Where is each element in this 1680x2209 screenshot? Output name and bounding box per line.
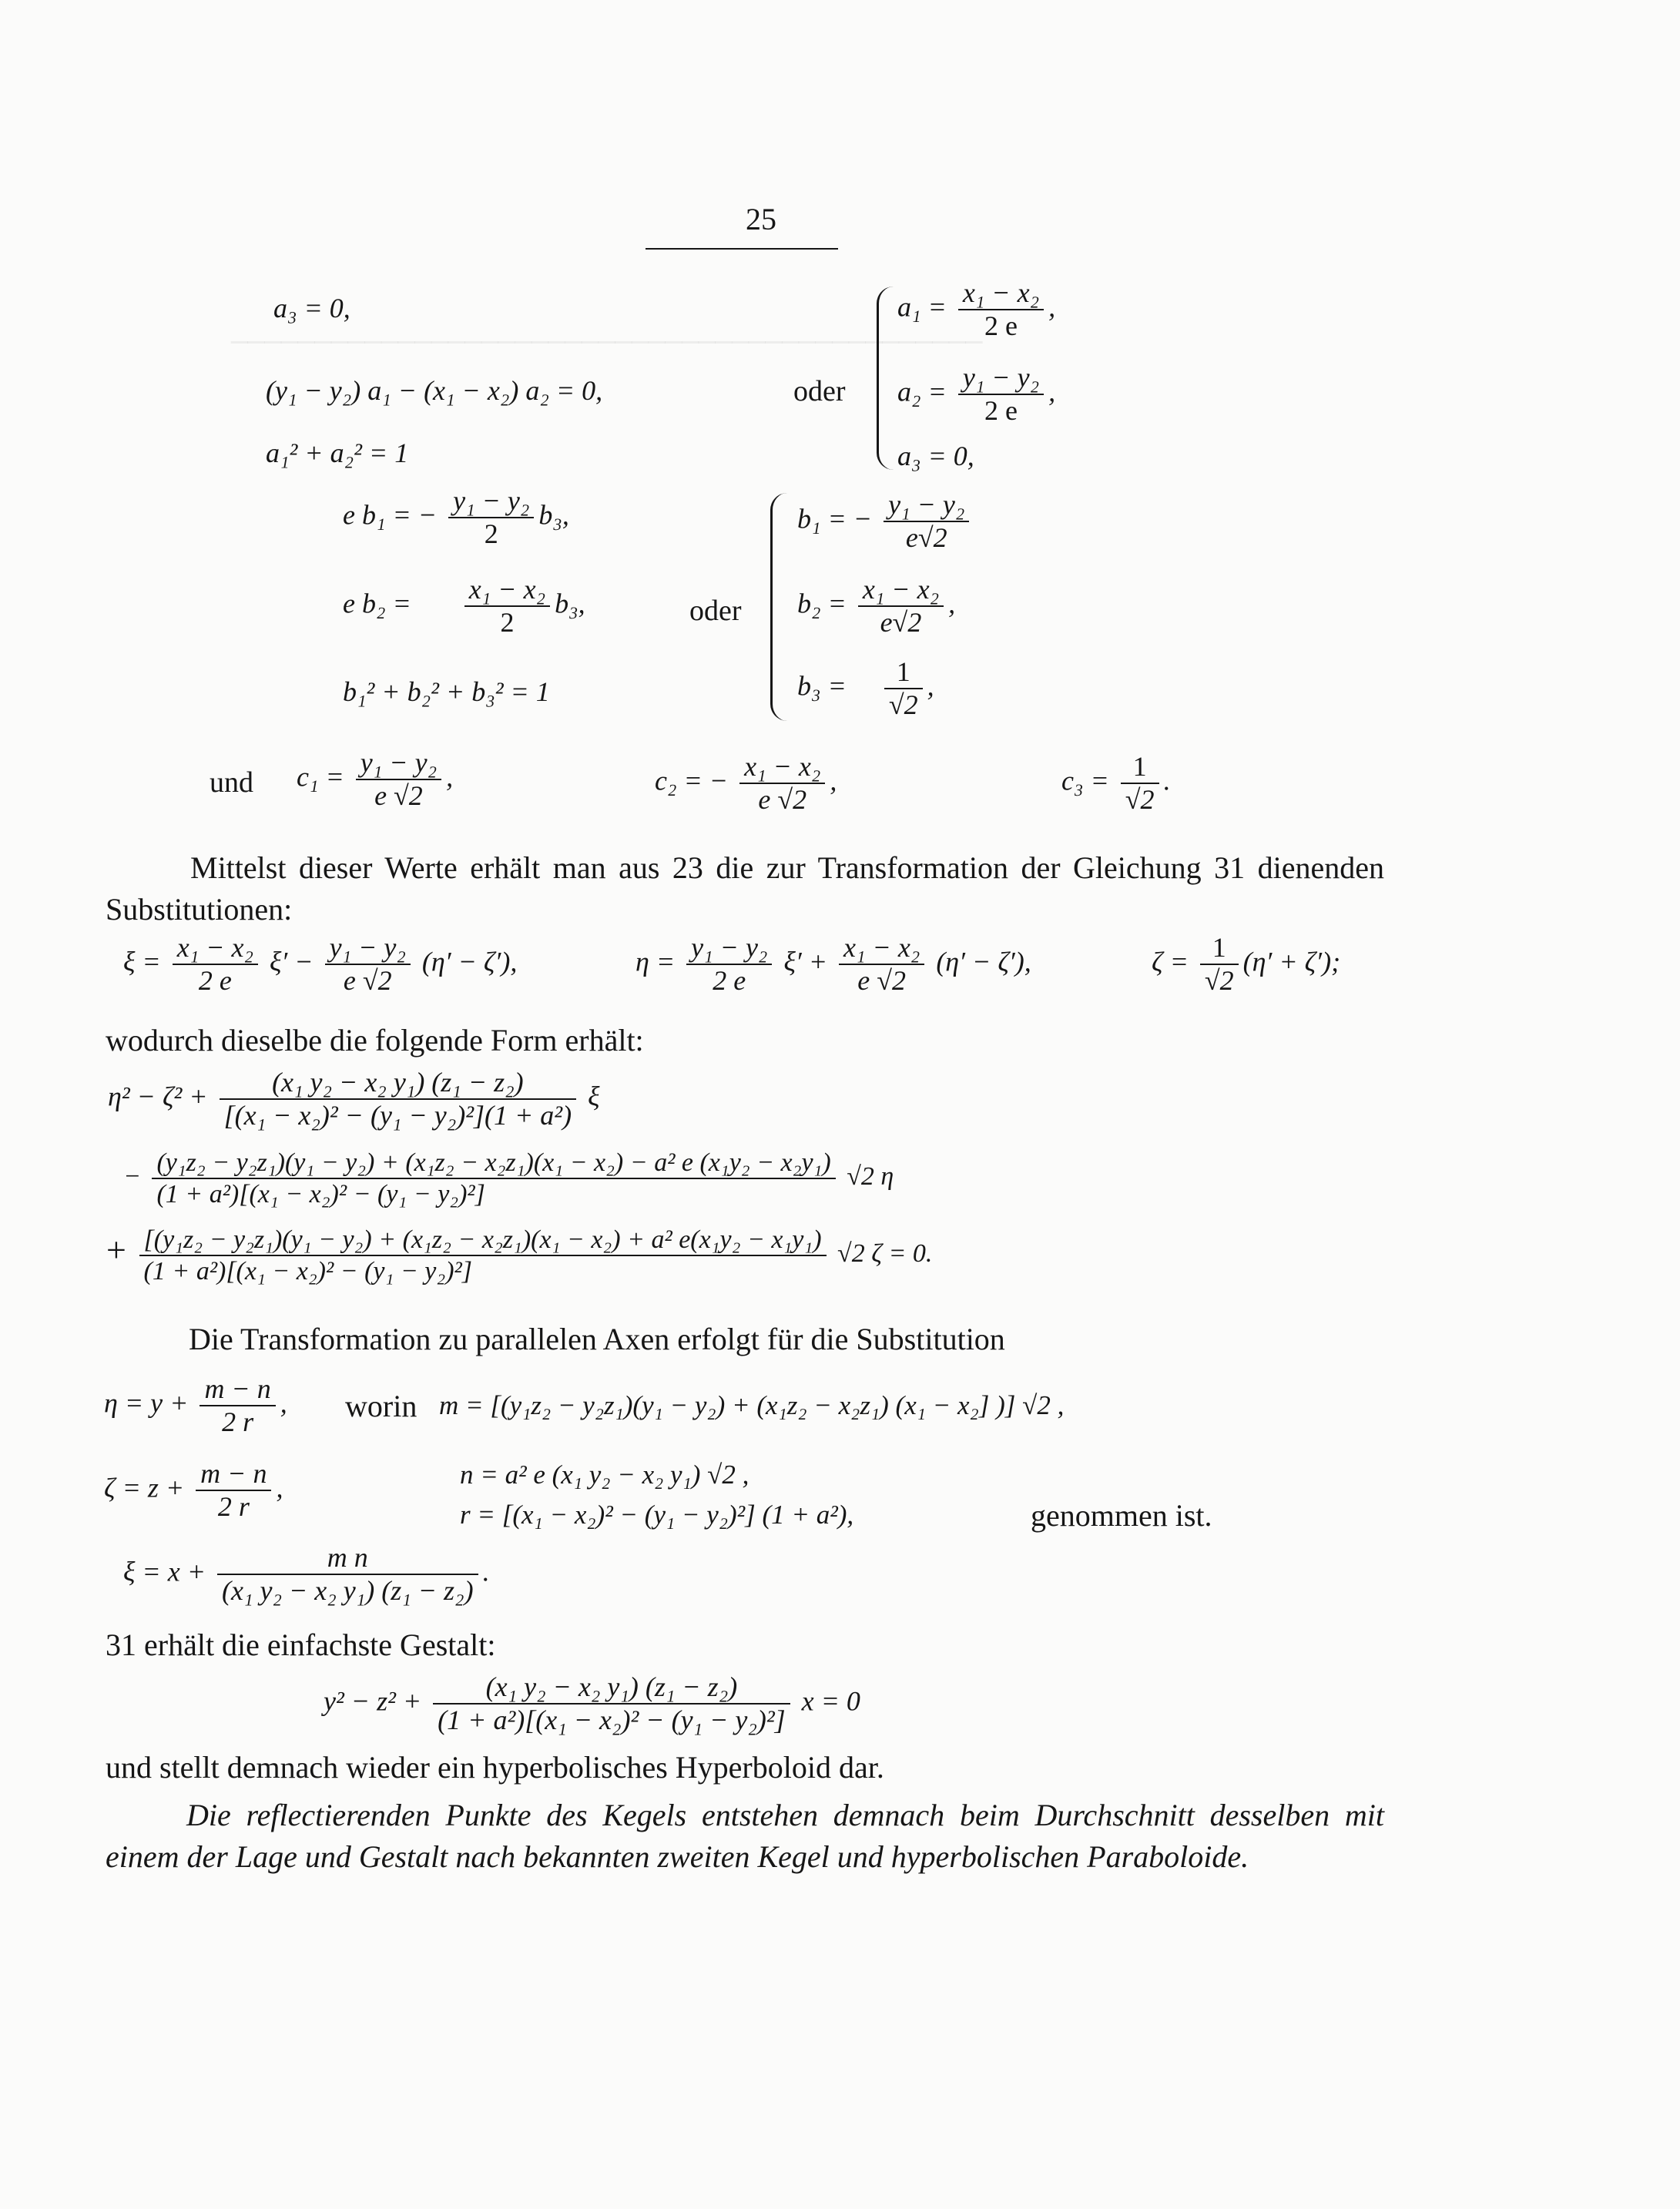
par-eta: η = y + $\frac{m - n}{2 r}$ ,	[104, 1373, 287, 1438]
eq-b-r3: b₃ = $\frac{1}{√2}$ ,	[797, 656, 934, 721]
subst-eta: η = $\frac{\text{y₁ − y₂}}{2 e}$ ξ′ + $\frac{\text{x₁ − x₂}}{e √2}$ (η′ − ζ′),	[635, 932, 1031, 997]
paragraph-3: Die Transformation zu parallelen Axen erfolgt für die Substitution	[189, 1322, 1005, 1356]
par-r-def: r = [(x₁ − x₂)² − (y₁ − y₂)²] (1 + a²),	[460, 1500, 854, 1530]
paragraph-6: Die reflectierenden Punkte des Kegels entstehen demnach beim Durchschnitt desselben mit einem der Lage und Gestalt nach bekannten zweiten Kegel und hyperbolischen Paraboloide.	[106, 1798, 1384, 1874]
final-equation: y² − z² + $\frac{\text{(x₁ y₂ − x₂ y₁) (z₁ − z₂)}}{\text{(1 + a²)[(x₁ − x₂)² − (y₁ − y₂)²]}}$ x = 0	[324, 1671, 860, 1736]
par-worin: worin	[345, 1389, 417, 1423]
par-m-def: m = [(y₁z₂ − y₂z₁)(y₁ − y₂) + (x₁z₂ − x₂z₁) (x₁ − x₂] )] √2 ,	[439, 1390, 1065, 1420]
brace-a	[877, 287, 894, 470]
subst-zeta: ζ = $\frac{1}{√2}$ (η′ + ζ′);	[1152, 932, 1341, 997]
form-line1: η² − ζ² + $\frac{\text{(x₁ y₂ − x₂ y₁) (z₁ − z₂)}}{\text{[(x₁ − x₂)² − (y₁ − y₂)²](1 + a²)}}$ ξ	[108, 1067, 600, 1131]
eq-a-r3: a₃ = 0,	[897, 441, 974, 471]
form-line2: − (y₁z₂ − y₂z₁)(y₁ − y₂) + (x₁z₂ − x₂z₁)(x₁ − x₂) − a² e (x₁y₂ − x₂y₁) (1 + a²)[(x₁ − x₂)² − (y₁ − y₂)²] √2 η	[123, 1148, 894, 1209]
eq-a-oder: oder	[793, 375, 846, 407]
eq-b-line1: e b₁ = − $\frac{\text{y₁ − y₂}}{2}$ b₃,	[343, 485, 569, 550]
eq-b-oder: oder	[689, 595, 742, 627]
eq-a-r2: a₂ = $\frac{\text{y₁ − y₂}}{2 e}$ ,	[897, 362, 1056, 427]
eq-c3: c₃ = $\frac{1}{√2}$ .	[1061, 751, 1171, 816]
page-number: 25	[746, 202, 776, 236]
paragraph-2: wodurch dieselbe die folgende Form erhält:	[106, 1023, 644, 1058]
paragraph-1: Mittelst dieser Werte erhält man aus 23 die zur Transformation der Gleichung 31 dienenden Substitutionen:	[106, 850, 1384, 927]
par-xi: ξ = x + $\frac{\text{m n}}{\text{(x₁ y₂ − x₂ y₁) (z₁ − z₂)}}$ .	[123, 1542, 490, 1607]
par-n-def: n = a² e (x₁ y₂ − x₂ y₁) √2 ,	[460, 1460, 749, 1490]
subst-xi: ξ = $\frac{\text{x₁ − x₂}}{2 e}$ ξ′ − $\frac{\text{y₁ − y₂}}{e √2}$ (η′ − ζ′),	[123, 932, 518, 997]
par-zeta: ζ = z + $\frac{m - n}{2 r}$ ,	[104, 1458, 283, 1523]
brace-b	[770, 493, 788, 721]
eq-a-line1: a₃ = 0,	[273, 293, 350, 323]
page-number-rule	[646, 248, 838, 250]
eq-b-r2: b₂ = $\frac{\text{x₁ − x₂}}{e√2}$ ,	[797, 574, 956, 639]
eq-b-line2: e b₂ = $\frac{\text{x₁ − x₂}}{2}$ b₃,	[343, 574, 585, 639]
eq-c2: c₂ = − $\frac{\text{x₁ − x₂}}{e √2}$ ,	[655, 751, 837, 816]
eq-a-line2: (y₁ − y₂) a₁ − (x₁ − x₂) a₂ = 0,	[266, 375, 603, 406]
eq-c1: c₁ = $\frac{\text{y₁ − y₂}}{e √2}$ ,	[297, 747, 454, 812]
eq-c-und: und	[210, 766, 253, 799]
bleed-through: ─────────────────────────────────────────────	[231, 327, 983, 359]
paragraph-5: und stellt demnach wieder ein hyperbolisches Hyperboloid dar.	[106, 1750, 884, 1785]
eq-a-r1: a₁ = $\frac{\text{x₁ − x₂}}{2 e}$ ,	[897, 277, 1056, 342]
paragraph-4: 31 erhält die einfachste Gestalt:	[106, 1627, 496, 1662]
eq-b-line3: b₁² + b₂² + b₃² = 1	[343, 676, 550, 707]
par-genommen: genommen ist.	[1031, 1498, 1212, 1533]
eq-a-line3: a₁² + a₂² = 1	[266, 437, 409, 468]
eq-b-r1: b₁ = − $\frac{\text{y₁ − y₂}}{e√2}$	[797, 489, 974, 555]
form-line3: + [(y₁z₂ − y₂z₁)(y₁ − y₂) + (x₁z₂ − x₂z₁)(x₁ − x₂) + a² e(x₁y₂ − x₁y₁) (1 + a²)[(x₁ − x₂)² − (y₁ − y₂)²] √2 ζ = 0.	[104, 1225, 933, 1286]
